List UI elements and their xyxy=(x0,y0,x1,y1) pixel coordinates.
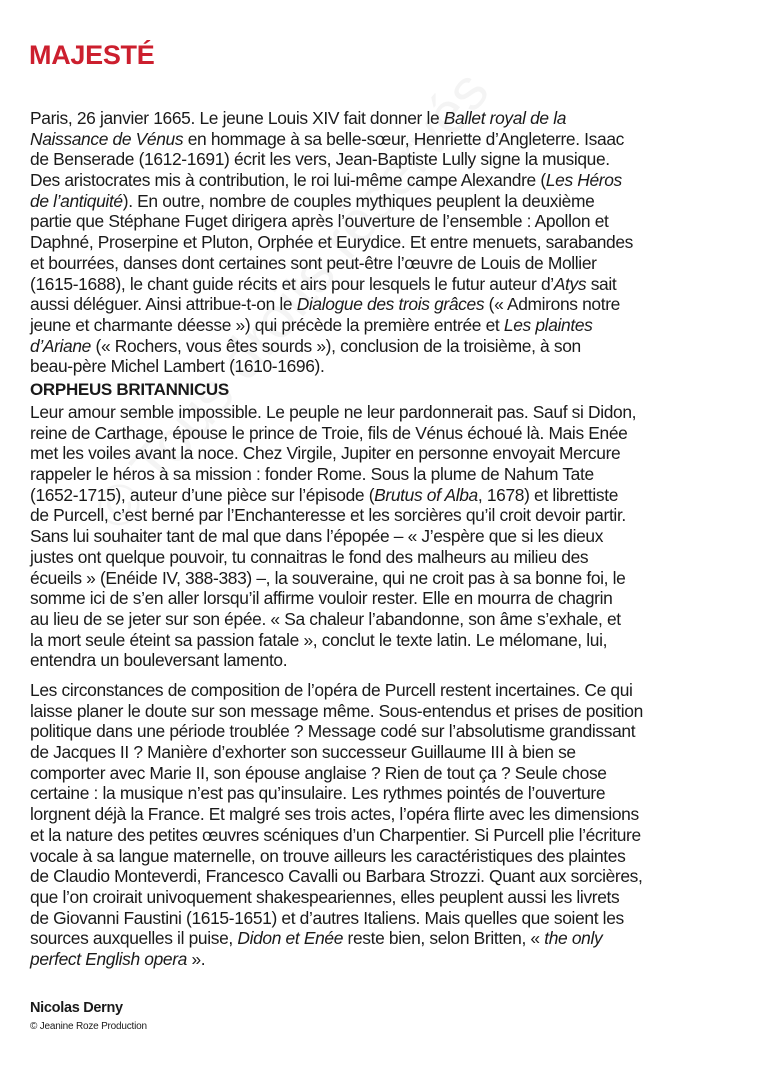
text-segment: de Giovanni Faustini (1615-1651) et d’autres Italiens. Mais quelles que soient les xyxy=(30,907,624,928)
text-line xyxy=(30,568,636,589)
text-line xyxy=(30,336,633,357)
text-segment: Des aristocrates mis à contribution, le roi lui-même campe Alexandre ( xyxy=(30,170,546,191)
text-segment: certaine : la musique n’est pas qu’insulaire. Les rythmes pointés de l’ouverture xyxy=(30,783,606,804)
text-segment: Daphné, Proserpine et Pluton, Orphée et Eurydice. Et entre menuets, sarabandes xyxy=(30,232,634,253)
text-segment: de Benserade (1612-1691) écrit les vers, Jean-Baptiste Lully signe la musique. xyxy=(30,149,610,170)
text-segment: (1615-1688), le chant guide récits et airs pour lesquels le futur auteur d’ xyxy=(30,273,554,294)
text-line xyxy=(30,232,633,253)
text-line xyxy=(30,294,633,315)
text-segment: (« Admirons notre xyxy=(484,294,620,315)
text-segment: et bourrées, danses dont certaines sont peut-être l’œuvre de Louis de Mollier xyxy=(30,252,597,273)
italic-text: Didon et Enée xyxy=(237,928,344,949)
text-segment: lorgnent déjà la France. Et malgré ses trois actes, l’opéra flirte avec les dimensions xyxy=(30,804,639,825)
text-segment: (« Rochers, vous êtes sourds »), conclusion de la troisième, à son xyxy=(91,335,581,356)
text-line xyxy=(30,783,643,804)
section-heading: ORPHEUS BRITANNICUS xyxy=(30,380,229,399)
text-line xyxy=(30,547,636,568)
italic-text: the only xyxy=(544,928,603,949)
text-segment: comporter avec Marie II, son épouse anglaise ? Rien de tout ça ? Seule chose xyxy=(30,762,607,783)
text-line xyxy=(30,650,636,671)
text-line xyxy=(30,846,643,867)
text-segment: politique dans une période troublée ? Message codé sur l’absolutisme grandissant xyxy=(30,721,636,742)
text-segment: entendra un bouleversant lamento. xyxy=(30,650,288,671)
text-line xyxy=(30,315,633,336)
text-line xyxy=(30,464,636,485)
text-segment: Paris, 26 janvier 1665. Le jeune Louis XIV fait donner le xyxy=(30,108,444,128)
text-segment: la mort seule éteint sa passion fatale », conclut le texte latin. Le mélomane, lui, xyxy=(30,629,608,650)
text-line xyxy=(30,609,636,630)
text-line xyxy=(30,129,633,150)
italic-text: Atys xyxy=(553,273,587,294)
text-segment: , 1678) et librettiste xyxy=(477,484,619,505)
page-title: MAJESTÉ xyxy=(29,40,155,70)
text-segment: justes ont quelque pouvoir, tu connaitras le fond des malheurs au milieu des xyxy=(30,546,589,567)
text-segment: met les voiles avant la noce. Chez Virgile, Jupiter en personne envoyait Mercure xyxy=(30,443,621,464)
text-line xyxy=(30,485,636,506)
italic-text: Les Héros xyxy=(545,170,622,191)
text-segment: Leur amour semble impossible. Le peuple ne leur pardonnerait pas. Sauf si Didon, xyxy=(30,402,637,422)
text-line xyxy=(30,866,643,887)
text-segment: somme ici de s’en aller lorsqu’il affirme vouloir rester. Elle en mourra de chagrin xyxy=(30,588,613,609)
italic-text: Ballet royal de la xyxy=(443,108,567,128)
text-segment: aussi déléguer. Ainsi attribue-t-on le xyxy=(30,294,297,315)
text-line xyxy=(30,588,636,609)
italic-text: Brutus of Alba xyxy=(374,484,478,505)
text-line xyxy=(30,763,643,784)
italic-text: Dialogue des trois grâces xyxy=(296,294,485,315)
text-line xyxy=(30,949,643,970)
italic-text: de l’antiquité xyxy=(30,190,123,211)
italic-text: Les plaintes xyxy=(503,314,593,335)
text-segment: au lieu de se jeter sur son épée. « Sa chaleur l’abandonne, son âme s’exhale, et xyxy=(30,608,621,629)
text-line xyxy=(30,804,643,825)
paragraph-orpheus xyxy=(30,402,636,671)
text-segment: de Purcell, c’est berné par l’Enchanteresse et les sorcières qu’il croit devoir partir. xyxy=(30,505,626,526)
italic-text: Naissance de Vénus xyxy=(30,128,184,149)
text-segment: vocale à sa langue maternelle, on trouve ailleurs les caractéristiques des plaintes xyxy=(30,845,626,866)
text-segment: (1652-1715), auteur d’une pièce sur l’épisode ( xyxy=(30,484,375,505)
text-segment: partie que Stéphane Fuget dirigera après l’ouverture de l’ensemble : Apollon et xyxy=(30,211,609,232)
text-line xyxy=(30,191,633,212)
text-segment: laisse planer le doute sur son message même. Sous-entendus et prises de position xyxy=(30,700,643,721)
text-segment: que l’on croirait univoquement shakespeariennes, elles peuplent aussi les livrets xyxy=(30,886,620,907)
italic-text: d’Ariane xyxy=(30,335,92,356)
text-segment: jeune et charmante déesse ») qui précède la première entrée et xyxy=(30,314,504,335)
text-line xyxy=(30,630,636,651)
text-line xyxy=(30,423,636,444)
text-line xyxy=(30,149,633,170)
text-line xyxy=(30,443,636,464)
text-segment: sources auxquelles il puise, xyxy=(30,928,238,949)
text-segment: et la nature des petites œuvres scéniques d’un Charpentier. Si Purcell plie l’écriture xyxy=(30,824,641,845)
text-segment: Les circonstances de composition de l’opéra de Purcell restent incertaines. Ce qui xyxy=(30,680,633,700)
text-segment: de Jacques II ? Manière d’exhorter son successeur Guillaume III à bien se xyxy=(30,742,576,763)
text-line xyxy=(30,505,636,526)
text-line xyxy=(30,680,643,701)
copyright-notice: © Jeanine Roze Production xyxy=(30,1021,147,1032)
paragraph-circumstances xyxy=(30,680,643,970)
author-name: Nicolas Derny xyxy=(30,1000,123,1016)
text-line xyxy=(30,742,643,763)
text-segment: écueils » (Enéide IV, 388-383) –, la souveraine, qui ne croit pas à sa bonne foi, le xyxy=(30,567,626,588)
text-segment: sait xyxy=(586,273,617,294)
text-line xyxy=(30,526,636,547)
text-segment: reste bien, selon Britten, « xyxy=(343,928,545,949)
text-line xyxy=(30,887,643,908)
text-line xyxy=(30,274,633,295)
text-segment: Sans lui souhaiter tant de mal que dans l’épopée – « J’espère que si les dieux xyxy=(30,526,604,547)
text-line xyxy=(30,402,636,423)
text-line xyxy=(30,908,643,929)
text-segment: reine de Carthage, épouse le prince de Troie, fils de Vénus échoué là. Mais Enée xyxy=(30,422,628,443)
italic-text: perfect English opera xyxy=(30,948,187,969)
text-line xyxy=(30,211,633,232)
text-line xyxy=(30,825,643,846)
text-line xyxy=(30,108,633,129)
text-segment: rappeler le héros à sa mission : fonder Rome. Sous la plume de Nahum Tate xyxy=(30,464,594,485)
text-line xyxy=(30,721,643,742)
text-line xyxy=(30,701,643,722)
text-line xyxy=(30,253,633,274)
text-segment: ». xyxy=(187,948,206,969)
paragraph-intro xyxy=(30,108,633,377)
text-line xyxy=(30,170,633,191)
text-segment: ). En outre, nombre de couples mythiques peuplent la deuxième xyxy=(122,190,595,211)
text-line xyxy=(30,928,643,949)
text-line xyxy=(30,356,633,377)
text-segment: de Claudio Monteverdi, Francesco Cavalli ou Barbara Strozzi. Quant aux sorcières, xyxy=(30,866,643,887)
text-segment: en hommage à sa belle-sœur, Henriette d’Angleterre. Isaac xyxy=(183,128,624,149)
text-segment: beau-père Michel Lambert (1610-1696). xyxy=(30,356,325,377)
